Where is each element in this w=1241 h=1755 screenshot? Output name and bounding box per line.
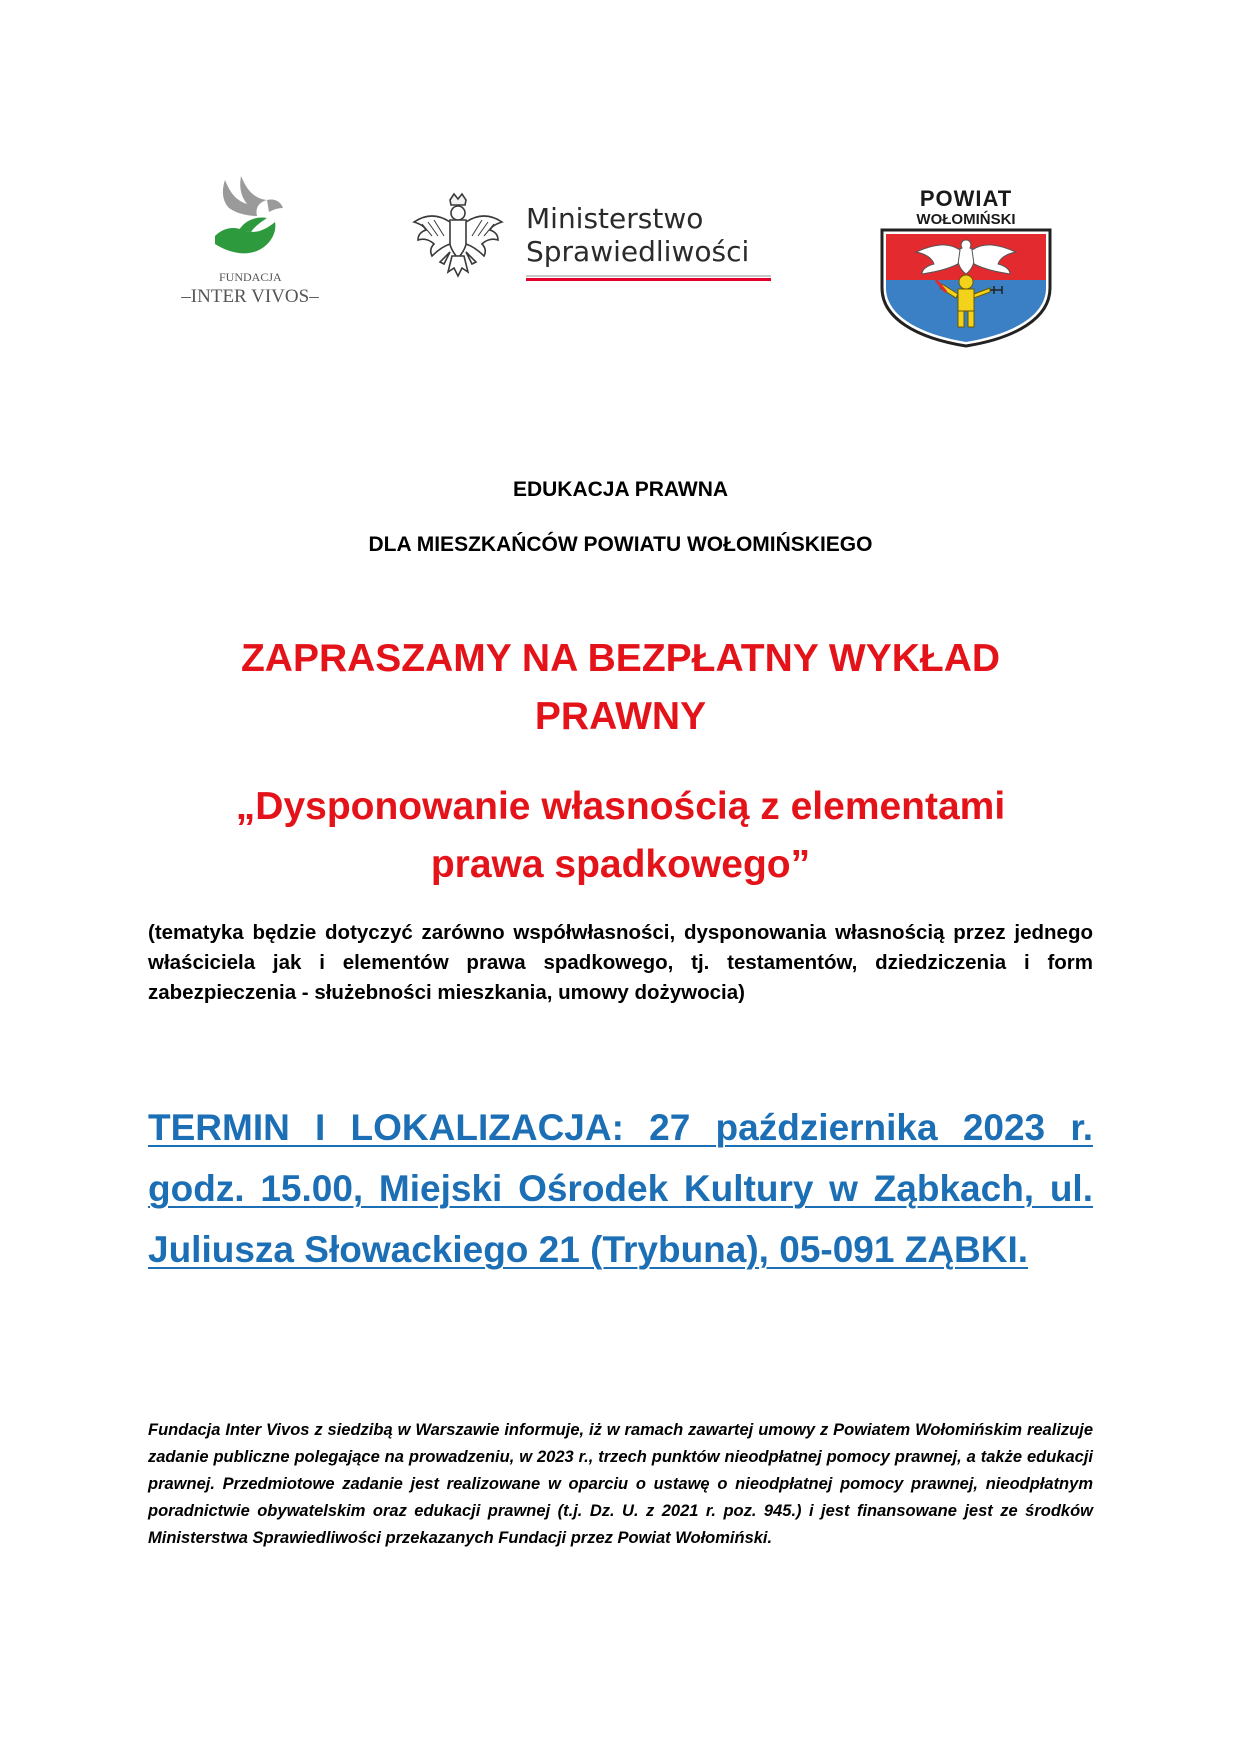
inter-vivos-label: –INTER VIVOS– (181, 286, 319, 307)
logo-row (0, 0, 1241, 360)
sprawiedliwosci-label: Sprawiedliwości (526, 235, 750, 268)
funding-notice: Fundacja Inter Vivos z siedzibą w Warszawie informuje, iż w ramach zawartej umowy z Powiatem Wołomińskim realizuje zadanie publiczne polegające na prowadzeniu, w 2023 r., trzech punktów nieodpłatnej pomocy prawnej, a także edukacji prawnej. Przedmiotowe zadanie jest realizowane w oparciu o ustawę o nieodpłatnej pomocy prawnej, nieodpłatnym poradnictwie obywatelskim oraz edukacji prawnej (t.j. Dz. U. z 2021 r. poz. 945.) i jest finansowane jest ze środków Ministerstwa Sprawiedliwości przekazanych Fundacji przez Powiat Wołomiński. (148, 1421, 1093, 1547)
lecture-topics: (tematyka będzie dotyczyć zarówno współwłasności, dysponowania własnością przez jednego właściciela jak i elementów prawa spadkowego, tj. testamentów, dziedziczenia i form zabezpieczenia - służebności mieszkania, umowy dożywocia) (148, 921, 1093, 1004)
powiat-label: POWIAT (919, 188, 1013, 211)
invite-line-1: ZAPRASZAMY NA BEZPŁATNY WYKŁAD (240, 637, 1001, 680)
ms-logo-grey-bar (526, 275, 771, 277)
lecture-title-line-1: „Dysponowanie własnością z elementami (235, 785, 1006, 828)
fundacja-inter-vivos-logo (175, 172, 325, 322)
date-and-location: TERMIN I LOKALIZACJA: 27 października 2023 r. godz. 15.00, Miejski Ośrodek Kultury w Ząbkach, ul. Juliusza Słowackiego 21 (Trybuna), 05-091 ZĄBKI. (148, 1107, 1093, 1270)
fundacja-label: FUNDACJA (219, 270, 282, 284)
dove-hand-icon (175, 172, 325, 267)
invite-heading (0, 630, 1241, 746)
wolominski-label: WOŁOMIŃSKI (916, 211, 1016, 228)
coat-of-arms-icon (876, 188, 1056, 348)
lecture-title-line-2: prawa spadkowego” (430, 843, 811, 886)
ministerstwo-sprawiedliwosci-logo (408, 192, 778, 292)
ministerstwo-label: Ministerstwo (526, 202, 704, 235)
powiat-wolominski-coat-of-arms (876, 188, 1056, 348)
white-eagle-icon (408, 192, 508, 292)
invite-line-2: PRAWNY (534, 695, 707, 738)
lecture-title (0, 778, 1241, 894)
header-line-1: EDUKACJA PRAWNA (512, 478, 729, 501)
header-line-2: DLA MIESZKAŃCÓW POWIATU WOŁOMIŃSKIEGO (368, 533, 873, 556)
ms-logo-red-bar (526, 278, 771, 281)
